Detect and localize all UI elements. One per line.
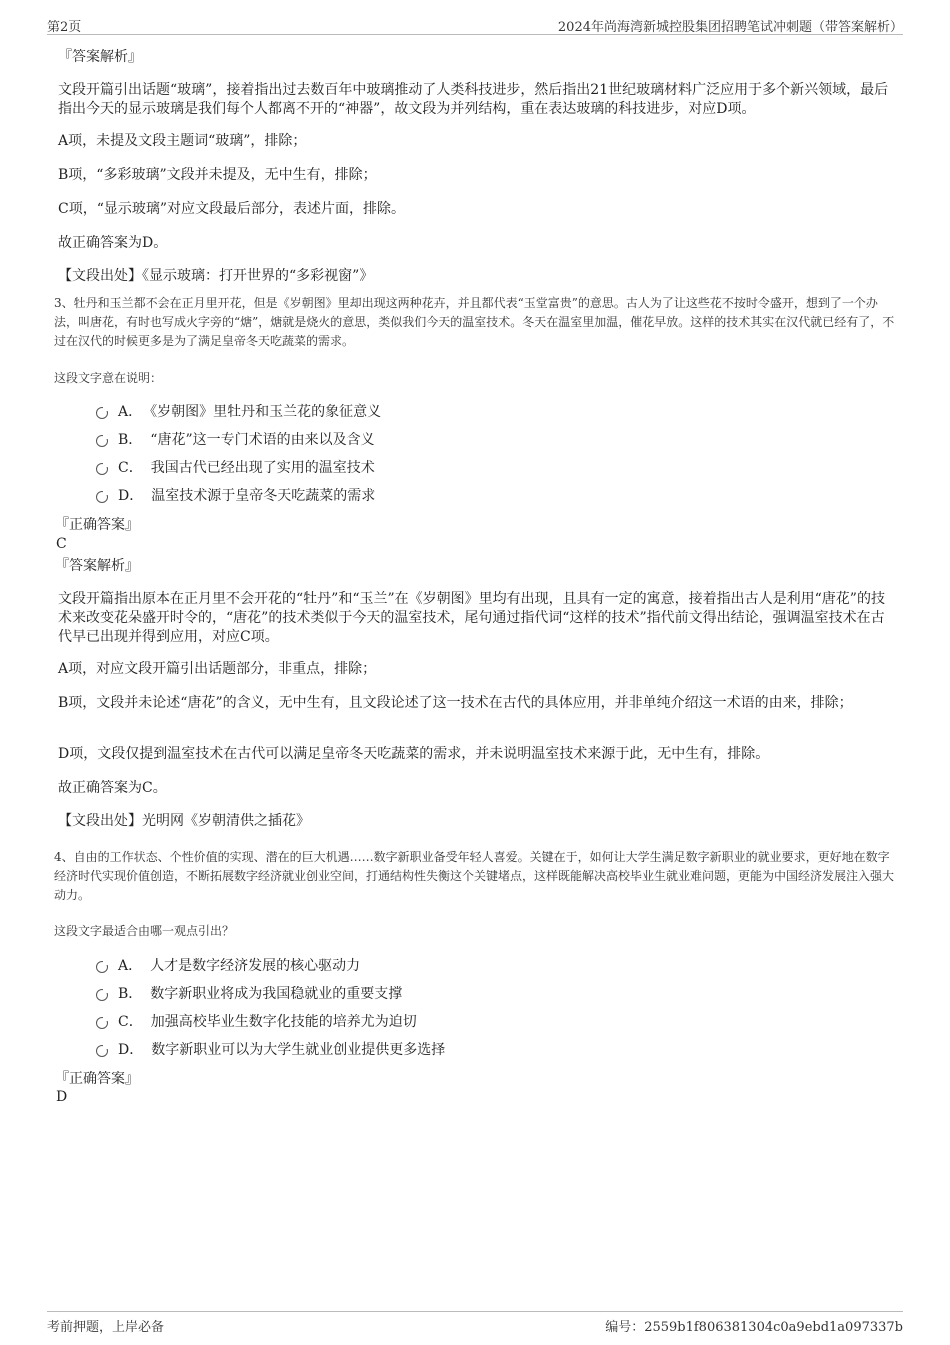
q2-analysis-title: 『答案解析』 [58, 49, 142, 65]
q3-analysis-title: 『答案解析』 [55, 558, 139, 574]
radio-icon[interactable] [96, 1045, 108, 1057]
q4-answer-title: 『正确答案』 [55, 1071, 139, 1087]
radio-icon[interactable] [96, 435, 108, 447]
q3-option-b-note: B项，文段并未论述“唐花”的含义，无中生有，且文段论述了这一技术在古代的具体应用，并非单纯介绍这一术语的由来，排除； [58, 695, 853, 711]
q3-stem: 3、牡丹和玉兰都不会在正月里开花，但是《岁朝图》里却出现这两种花卉，并且都代表“玉堂富贵”的意思。古人为了让这些花不按时令盛开，想到了一个办法，叫唐花，有时也写成火字旁的“煻”，煻就是烧火的意思，类似我们今天的温室技术。冬天在温室里加温，催花早放。这样的技术其实在汉代就已经有了，不过在汉代的时候更多是为了满足皇帝冬天吃蔬菜的需求。 [54, 296, 895, 348]
q3-conclusion: 故正确答案为C。 [58, 780, 167, 796]
q3-option-b[interactable]: B． “唐花”这一专门术语的由来以及含义 [96, 430, 375, 450]
page-number: 第2页 [47, 20, 82, 35]
q3-analysis: 文段开篇指出原本在正月里不会开花的“牡丹”和“玉兰”在《岁朝图》里均有出现，且具有一定的寓意，接着指出古人是利用“唐花”的技术来改变花朵盛开时令的，“唐花”的技术类似于今天的温室技术，尾句通过指代词“这样的技术”指代前文得出结论，强调温室技术在古代早已出现并得到应用，对应C项。 [58, 591, 885, 645]
q4-option-b[interactable]: B． 数字新职业将成为我国稳就业的重要支撑 [96, 984, 402, 1004]
q4-question: 这段文字最适合由哪一观点引出？ [54, 924, 235, 938]
radio-icon[interactable] [96, 407, 108, 419]
q4-option-c[interactable]: C． 加强高校毕业生数字化技能的培养尤为迫切 [96, 1012, 417, 1032]
radio-icon[interactable] [96, 989, 108, 1001]
q2-option-b-note: B项，“多彩玻璃”文段并未提及，无中生有，排除； [58, 167, 377, 183]
q3-option-d[interactable]: D． 温室技术源于皇帝冬天吃蔬菜的需求 [96, 486, 375, 506]
q3-answer: C [56, 536, 67, 552]
q4-option-a[interactable]: A． 人才是数字经济发展的核心驱动力 [96, 956, 360, 976]
q3-option-a[interactable]: A． 《岁朝图》里牡丹和玉兰花的象征意义 [96, 402, 381, 422]
radio-icon[interactable] [96, 463, 108, 475]
footer-slogan: 考前押题，上岸必备 [47, 1320, 165, 1335]
q3-source: 【文段出处】光明网《岁朝清供之插花》 [58, 813, 310, 829]
page-footer [47, 1311, 903, 1334]
q2-source: 【文段出处】《显示玻璃：打开世界的“多彩视窗”》 [58, 268, 374, 284]
q2-option-c-note: C项，“显示玻璃”对应文段最后部分，表述片面，排除。 [58, 201, 406, 217]
q4-stem: 4、自由的工作状态、个性价值的实现、潜在的巨大机遇……数字新职业备受年轻人喜爱。关键在于，如何让大学生满足数字新职业的就业要求，更好地在数字经济时代实现价值创造，不断拓展数字经济就业创业空间，打通结构性失衡这个关键堵点，这样既能解决高校毕业生就业难问题，更能为中国经济发展注入强大动力。 [54, 850, 895, 902]
q2-option-a-note: A项，未提及文段主题词“玻璃”，排除； [58, 133, 307, 149]
q4-answer: D [56, 1089, 68, 1105]
q2-conclusion: 故正确答案为D。 [58, 235, 168, 251]
q4-option-d[interactable]: D． 数字新职业可以为大学生就业创业提供更多选择 [96, 1040, 445, 1060]
q2-analysis: 文段开篇引出话题“玻璃”，接着指出过去数百年中玻璃推动了人类科技进步，然后指出21世纪玻璃材料广泛应用于多个新兴领域，最后指出今天的显示玻璃是我们每个人都离不开的“神器”，故文段为并列结构，重在表达玻璃的科技进步，对应D项。 [58, 82, 889, 117]
page-header [47, 14, 903, 35]
radio-icon[interactable] [96, 961, 108, 973]
q3-question: 这段文字意在说明： [54, 371, 163, 385]
document-title: 2024年尚海湾新城控股集团招聘笔试冲刺题（带答案解析） [557, 20, 903, 35]
q3-option-d-note: D项，文段仅提到温室技术在古代可以满足皇帝冬天吃蔬菜的需求，并未说明温室技术来源于此，无中生有，排除。 [58, 746, 770, 762]
radio-icon[interactable] [96, 1017, 108, 1029]
q3-option-c[interactable]: C． 我国古代已经出现了实用的温室技术 [96, 458, 375, 478]
q3-answer-title: 『正确答案』 [55, 517, 139, 533]
radio-icon[interactable] [96, 491, 108, 503]
footer-serial: 编号：2559b1f806381304c0a9ebd1a097337b [605, 1320, 903, 1335]
q3-option-a-note: A项，对应文段开篇引出话题部分，非重点，排除； [58, 661, 377, 677]
